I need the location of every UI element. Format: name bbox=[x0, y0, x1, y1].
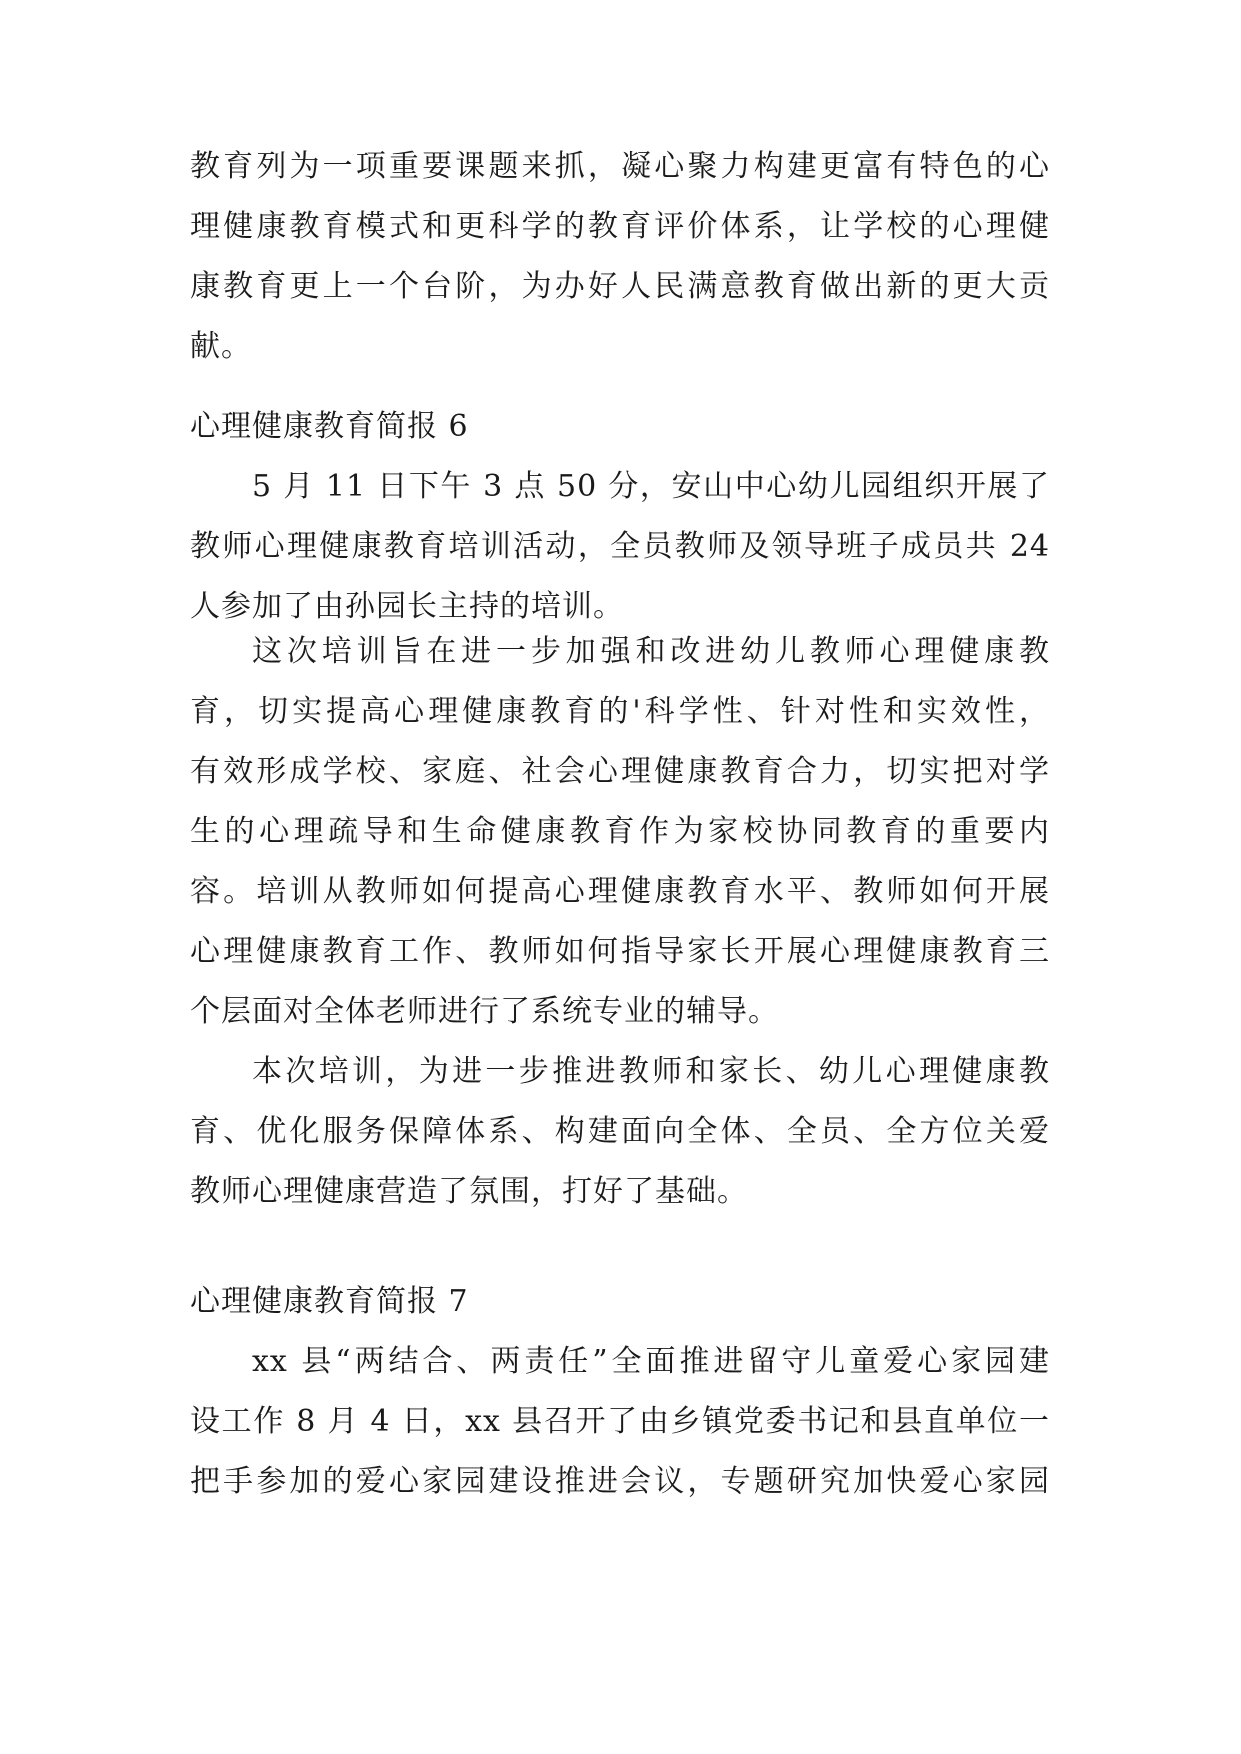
section-heading: 心理健康教育简报 6 bbox=[190, 409, 469, 444]
text-line: 康教育更上一个台阶，为办好人民满意教育做出新的更大贡 bbox=[190, 269, 1050, 304]
text-line: 教师心理健康教育培训活动，全员教师及领导班子成员共 24 bbox=[190, 529, 1050, 564]
text-line: 理健康教育模式和更科学的教育评价体系，让学校的心理健 bbox=[190, 209, 1050, 244]
text-line: 容。培训从教师如何提高心理健康教育水平、教师如何开展 bbox=[190, 874, 1050, 909]
text-line: 本次培训，为进一步推进教师和家长、幼儿心理健康教 bbox=[252, 1054, 1050, 1089]
text-line: 这次培训旨在进一步加强和改进幼儿教师心理健康教 bbox=[252, 634, 1050, 669]
text-line: 人参加了由孙园长主持的培训。 bbox=[190, 589, 624, 624]
text-line: 个层面对全体老师进行了系统专业的辅导。 bbox=[190, 994, 779, 1029]
text-line: 把手参加的爱心家园建设推进会议，专题研究加快爱心家园 bbox=[190, 1464, 1050, 1499]
section-6 bbox=[190, 397, 1050, 457]
text-line: 育，切实提高心理健康教育的'科学性、针对性和实效性， bbox=[190, 694, 1050, 729]
text-line: 献。 bbox=[190, 329, 252, 364]
section-7-paragraph-1 bbox=[190, 1332, 1050, 1512]
text-line: xx 县“两结合、两责任”全面推进留守儿童爱心家园建 bbox=[252, 1344, 1050, 1379]
text-line: 5 月 11 日下午 3 点 50 分，安山中心幼儿园组织开展了 bbox=[252, 469, 1050, 504]
section-6-paragraph-2 bbox=[190, 622, 1050, 1042]
text-line: 教育列为一项重要课题来抓，凝心聚力构建更富有特色的心 bbox=[190, 149, 1050, 184]
intro-paragraph bbox=[190, 137, 1050, 377]
text-line: 有效形成学校、家庭、社会心理健康教育合力，切实把对学 bbox=[190, 754, 1050, 789]
section-6-paragraph-3 bbox=[190, 1042, 1050, 1222]
text-line: 设工作 8 月 4 日，xx 县召开了由乡镇党委书记和县直单位一 bbox=[190, 1404, 1050, 1439]
section-heading: 心理健康教育简报 7 bbox=[190, 1284, 469, 1319]
section-7 bbox=[190, 1272, 1050, 1332]
text-line: 教师心理健康营造了氛围，打好了基础。 bbox=[190, 1174, 748, 1209]
section-6-paragraph-1 bbox=[190, 457, 1050, 637]
text-line: 生的心理疏导和生命健康教育作为家校协同教育的重要内 bbox=[190, 814, 1050, 849]
text-line: 育、优化服务保障体系、构建面向全体、全员、全方位关爱 bbox=[190, 1114, 1050, 1149]
text-line: 心理健康教育工作、教师如何指导家长开展心理健康教育三 bbox=[190, 934, 1050, 969]
